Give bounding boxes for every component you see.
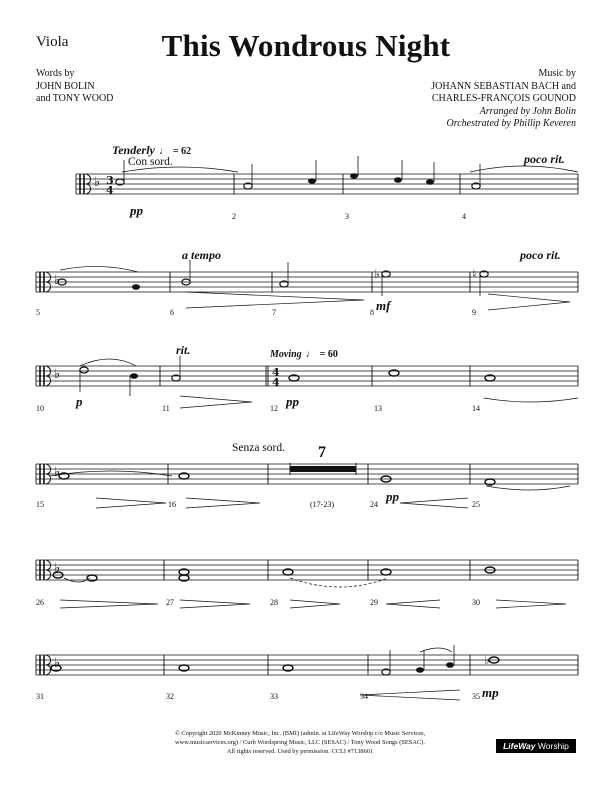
- staff-3: [36, 366, 578, 386]
- measure-number: 16: [168, 500, 176, 509]
- poco-rit-2: poco rit.: [520, 248, 561, 262]
- composer-1: JOHANN SEBASTIAN BACH and: [431, 80, 576, 92]
- multirest-count: 7: [318, 444, 326, 461]
- lyricist-2: and TONY WOOD: [36, 93, 114, 104]
- publisher-logo: LifeWay Worship: [496, 739, 576, 753]
- key-and-time-signatures: [54, 174, 490, 671]
- tempo-marking-tenderly: Tenderly ♩ = 62: [112, 143, 192, 157]
- svg-text:4: 4: [272, 376, 280, 389]
- measure-number: 25: [472, 500, 480, 509]
- multirest-range: (17-23): [310, 500, 334, 509]
- svg-text:♭: ♭: [54, 656, 61, 671]
- arranger: Arranged by John Bolin: [479, 105, 576, 117]
- svg-text:♭: ♭: [484, 653, 490, 667]
- svg-text:3: 3: [106, 174, 114, 187]
- clef-curves: [46, 174, 91, 675]
- copyright-notice: [120, 729, 480, 756]
- words-by-label: Words by: [36, 68, 75, 79]
- quarter-note-icon: ♩: [158, 146, 169, 157]
- a-tempo: a tempo: [182, 248, 221, 262]
- svg-text:4: 4: [106, 184, 114, 197]
- measure-number: 27: [166, 598, 174, 607]
- staff-5: [36, 560, 578, 580]
- measure-number: 33: [270, 692, 278, 701]
- measure-number: 3: [345, 212, 349, 221]
- svg-text:♭: ♭: [54, 367, 61, 382]
- measure-number: 29: [370, 598, 378, 607]
- measure-number: 7: [272, 308, 276, 317]
- measure-number: 30: [472, 598, 480, 607]
- dynamic-pp: pp: [130, 203, 143, 218]
- measure-number: 24: [370, 500, 378, 509]
- dynamic-mp: mp: [482, 685, 499, 700]
- copyright-line-3: All rights reserved. Used by permission. CCLI #7138661: [226, 748, 374, 755]
- measure-number: 11: [162, 404, 170, 413]
- measure-number: 35: [472, 692, 480, 701]
- composer-2: CHARLES-FRANÇOIS GOUNOD: [431, 93, 576, 104]
- measure-number: 34: [360, 692, 368, 701]
- measure-number: 4: [462, 212, 466, 221]
- measure-number: 13: [374, 404, 382, 413]
- measure-number: 26: [36, 598, 44, 607]
- measure-number: 28: [270, 598, 278, 607]
- measure-number: 31: [36, 692, 44, 701]
- instrument-name: Viola: [36, 34, 69, 50]
- tempo-marking-moving: Moving ♩ = 60: [270, 349, 338, 360]
- copyright-line-1: © Copyright 2020 McKinney Music, Inc. (BMI) (admin. at LifeWay Worship c/o Music Services,: [174, 730, 426, 737]
- slur-m10: [80, 359, 136, 366]
- dynamic-mf: mf: [376, 298, 391, 313]
- measure-number: 2: [232, 212, 236, 221]
- measure-number: 6: [170, 308, 174, 317]
- measure-number: 15: [36, 500, 44, 509]
- svg-text:♭: ♭: [374, 267, 380, 281]
- dynamic-pp: pp: [286, 394, 299, 409]
- svg-text:4: 4: [272, 366, 280, 379]
- quarter-note-icon: ♩: [305, 349, 316, 360]
- con-sord: Con sord.: [128, 156, 173, 168]
- measure-number: 8: [370, 308, 374, 317]
- svg-text:♭: ♭: [54, 465, 61, 480]
- measure-number: 5: [36, 308, 40, 317]
- tie-m25: [486, 486, 570, 490]
- dynamic-pp: pp: [386, 489, 399, 504]
- tie-m14: [484, 398, 578, 402]
- svg-text:♮: ♮: [472, 267, 477, 281]
- rit: rit.: [176, 343, 191, 357]
- slur-m34: [420, 648, 452, 652]
- dynamic-p: p: [76, 394, 83, 409]
- poco-rit-1: poco rit.: [524, 152, 565, 166]
- svg-text:♭: ♭: [94, 175, 101, 190]
- measure-number: 10: [36, 404, 44, 413]
- tie-m5: [60, 266, 138, 272]
- measure-number: 32: [166, 692, 174, 701]
- svg-text:♭: ♭: [54, 273, 61, 288]
- copyright-line-2: www.musicservices.org) / Curb Wordspring Music, LLC (SESAC) / Tony Wood Songs (SESAC).: [175, 739, 425, 746]
- staff-2: [36, 272, 578, 292]
- music-by-label: Music by: [538, 68, 576, 79]
- dashed-slur-m28: [290, 578, 388, 587]
- song-title: This Wondrous Night: [161, 28, 451, 63]
- measure-number: 14: [472, 404, 480, 413]
- senza-sord: Senza sord.: [232, 442, 286, 454]
- orchestrator: Orchestrated by Phillip Keveren: [446, 118, 576, 129]
- measure-number: 9: [472, 308, 476, 317]
- svg-text:♭: ♭: [54, 561, 61, 576]
- staff-1: [76, 174, 578, 194]
- lyricist-1: JOHN BOLIN: [36, 80, 95, 92]
- measure-number: 12: [270, 404, 278, 413]
